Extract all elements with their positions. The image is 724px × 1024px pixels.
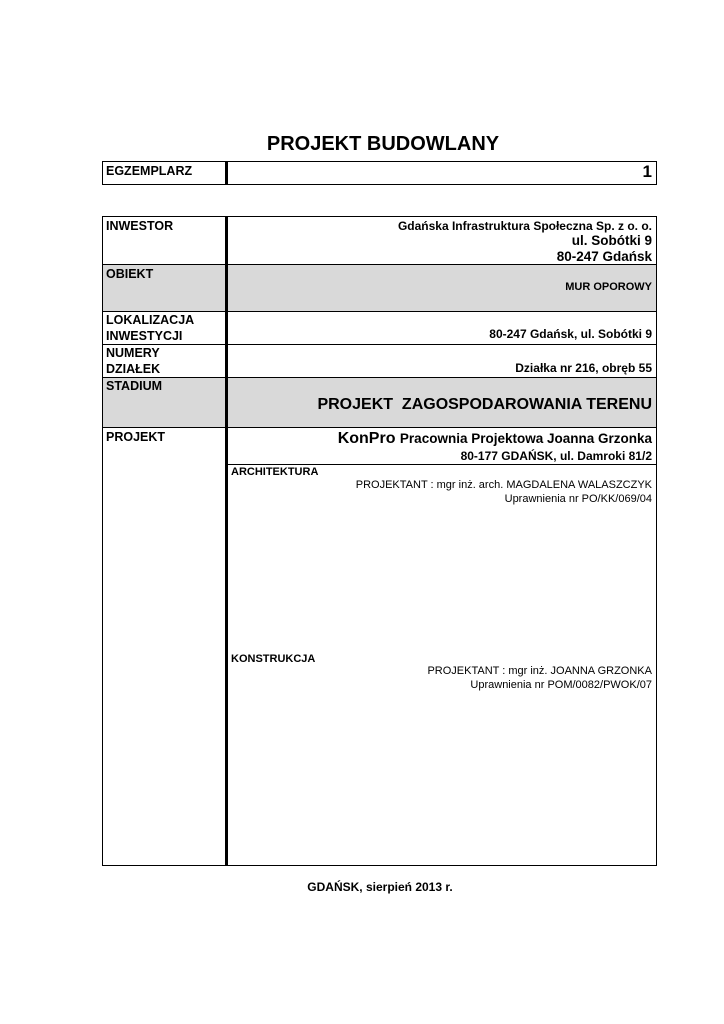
firm-name: Pracownia Projektowa Joanna Grzonka — [399, 431, 652, 446]
copy-number-divider — [225, 161, 228, 185]
object-label: OBIEKT — [106, 267, 154, 281]
parcel-label-line2: DZIAŁEK — [106, 362, 161, 376]
firm-brand: KonPro — [337, 430, 396, 447]
architecture-heading: ARCHITEKTURA — [231, 466, 319, 478]
parcel-value: Działka nr 216, obręb 55 — [515, 361, 652, 375]
parcel-label-line1: NUMERY — [106, 346, 160, 360]
row-separator — [102, 427, 657, 428]
construction-heading: KONSTRUKCJA — [231, 653, 316, 665]
document-title: PROJEKT BUDOWLANY — [266, 133, 500, 155]
construction-designer: PROJEKTANT : mgr inż. JOANNA GRZONKA — [427, 665, 652, 677]
project-label: PROJEKT — [106, 430, 166, 444]
object-value: MUR OPOROWY — [565, 281, 652, 293]
project-firm — [338, 430, 652, 448]
architecture-designer: PROJEKTANT : mgr inż. arch. MAGDALENA WALASZCZYK — [355, 479, 652, 491]
location-value: 80-247 Gdańsk, ul. Sobótki 9 — [489, 327, 652, 341]
row-separator — [102, 344, 657, 345]
firm-address: 80-177 GDAŃSK, ul. Damroki 81/2 — [460, 449, 652, 463]
stage-label: STADIUM — [106, 379, 163, 393]
investor-street: ul. Sobótki 9 — [571, 233, 652, 248]
place-date-footer: GDAŃSK, sierpień 2013 r. — [307, 880, 453, 894]
location-label-line1: LOKALIZACJA — [106, 313, 195, 327]
location-label-line2: INWESTYCJI — [106, 329, 183, 343]
investor-label: INWESTOR — [106, 219, 174, 233]
copy-number-value: 1 — [642, 162, 652, 181]
copy-number-label: EGZEMPLARZ — [106, 164, 193, 178]
investor-city: 80-247 Gdańsk — [556, 249, 652, 264]
investor-name: Gdańska Infrastruktura Społeczna Sp. z o. o. — [397, 219, 652, 233]
stage-value: PROJEKT ZAGOSPODAROWANIA TERENU — [317, 396, 652, 413]
row-separator — [102, 377, 657, 378]
row-separator — [102, 264, 657, 265]
info-table-divider — [225, 216, 228, 866]
architecture-license: Uprawnienia nr PO/KK/069/04 — [504, 493, 652, 505]
construction-license: Uprawnienia nr POM/0082/PWOK/07 — [470, 679, 652, 691]
